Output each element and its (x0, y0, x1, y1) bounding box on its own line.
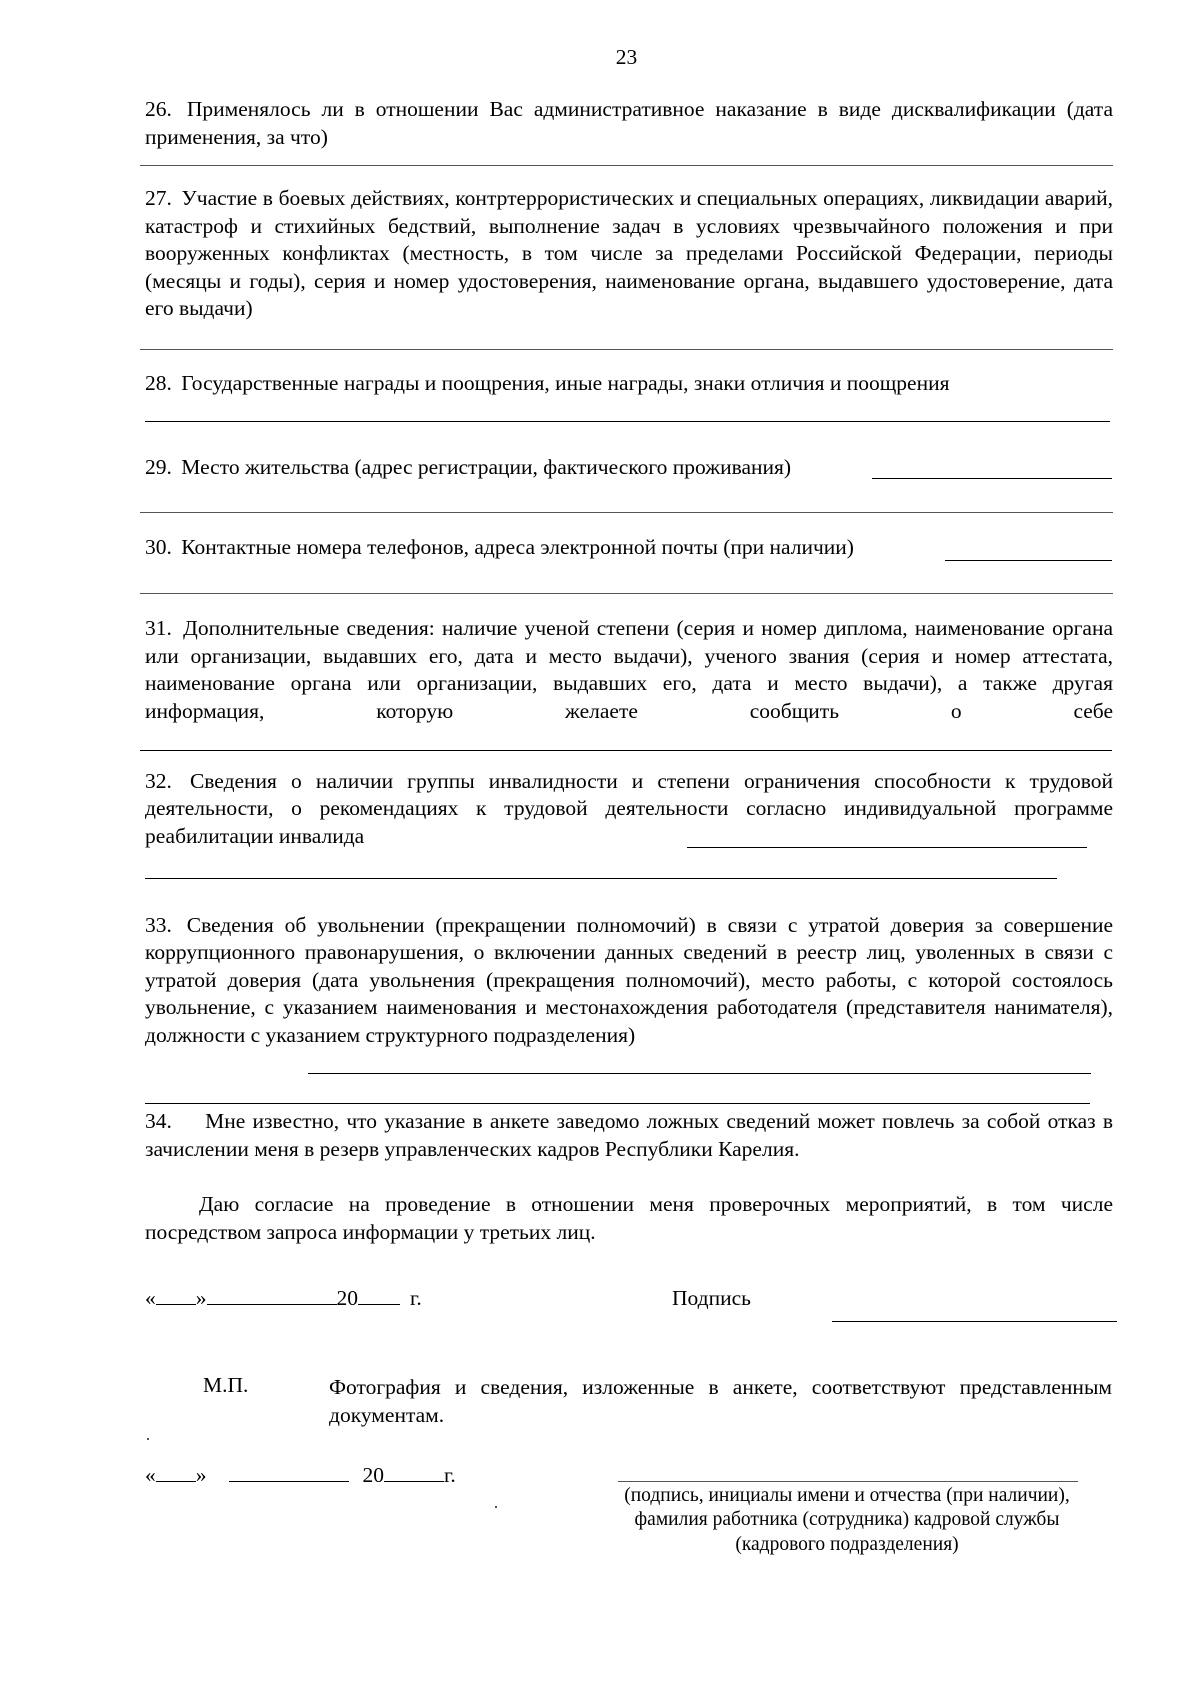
item-34-number: 34. (145, 1109, 172, 1133)
stamp-mark: М.П. (203, 1373, 249, 1397)
hr-date-quote-close: » (195, 1463, 207, 1487)
hr-signature-caption: (подпись, инициалы имени и отчества (при наличии), фамилия работника (сотрудника) кадровой службы (кадрового подразделения) (624, 1485, 1070, 1555)
date-quote-open: « (145, 1286, 156, 1310)
item-26-answer-line[interactable] (140, 165, 1113, 166)
item-30-text: Контактные номера телефонов, адреса электронной почты (при наличии) (181, 535, 854, 559)
item-26-number: 26. (145, 97, 172, 121)
item-34-consent-text: Даю согласие на проведение в отношении меня проверочных мероприятий, в том числе посредством запроса информации у третьих лиц. (145, 1192, 1113, 1244)
item-31 (145, 615, 1113, 725)
item-32-number: 32. (145, 769, 172, 793)
item-32 (145, 768, 1113, 850)
item-34 (145, 1108, 1113, 1163)
item-33-number: 33. (145, 913, 172, 937)
hr-date-quote-open: « (145, 1463, 156, 1487)
date-year-suffix: г. (410, 1286, 422, 1310)
item-30-answer-line[interactable] (140, 593, 1113, 594)
item-29-answer-line[interactable] (140, 512, 1113, 513)
item-33-inline-line[interactable] (308, 1073, 1091, 1074)
scan-artifact (147, 1438, 149, 1440)
item-26 (145, 96, 1113, 151)
item-30-inline-line[interactable] (945, 560, 1112, 561)
hr-statement: Фотография и сведения, изложенные в анкете, соответствуют представленным документам. (329, 1375, 1112, 1427)
hr-date-year-suffix: г. (444, 1463, 456, 1487)
item-30-number: 30. (145, 535, 172, 559)
item-28-text: Государственные награды и поощрения, иные награды, знаки отличия и поощрения (181, 371, 950, 395)
date-field (145, 1286, 422, 1311)
hr-signature-line[interactable] (618, 1481, 1078, 1482)
date-month-blank[interactable] (207, 1286, 337, 1305)
item-32-inline-line[interactable] (687, 847, 1087, 848)
item-26-text: Применялось ли в отношении Вас административное наказание в виде дисквалификации (дата применения, за что) (145, 97, 1113, 149)
item-31-answer-line[interactable] (140, 750, 1112, 751)
item-28-answer-line[interactable] (145, 421, 1110, 422)
item-32-answer-line[interactable] (145, 878, 1057, 879)
item-27-number: 27. (145, 186, 172, 210)
item-32-text: Сведения о наличии группы инвалидности и степени ограничения способности к трудовой деятельности, о рекомендациях к трудовой деятельности согласно индивидуальной программе реабилитации инвалида (145, 769, 1113, 848)
hr-date-day-blank[interactable] (156, 1463, 196, 1482)
date-quote-close: » (195, 1286, 207, 1310)
date-year-blank[interactable] (358, 1286, 400, 1305)
hr-date-year-prefix: 20 (362, 1463, 384, 1487)
date-year-prefix: 20 (336, 1286, 358, 1310)
signature-line[interactable] (832, 1321, 1117, 1322)
item-29-text: Место жительства (адрес регистрации, фактического проживания) (181, 455, 792, 479)
item-34-text: Мне известно, что указание в анкете заведомо ложных сведений может повлечь за собой отказ в зачислении меня в резерв управленческих кадров Республики Карелия. (145, 1109, 1114, 1161)
page-number: 23 (615, 45, 638, 69)
item-27-text: Участие в боевых действиях, контртеррористических и специальных операциях, ликвидации аварий, катастроф и стихийных бедствий, выполнение задач в условиях чрезвычайного положения и при вооруженных конфликтах (местность, в том числе за пределами Российской Федерации, периоды (месяцы и годы), серия и номер удостоверения, наименование органа, выдавшего удостоверение, дата его выдачи) (145, 186, 1114, 321)
hr-date-month-blank[interactable] (229, 1463, 349, 1482)
item-34-consent (145, 1191, 1113, 1246)
item-31-number: 31. (145, 616, 172, 640)
hr-date-year-blank[interactable] (384, 1463, 444, 1482)
item-29-number: 29. (145, 455, 172, 479)
hr-date-field (145, 1463, 456, 1488)
item-29-inline-line[interactable] (872, 478, 1112, 479)
item-33-text: Сведения об увольнении (прекращении полномочий) в связи с утратой доверия за совершение коррупционного правонарушения, о включении данных сведений в реестр лиц, уволенных в связи с утратой доверия (дата увольнения (прекращения полномочий), место работы, с которой состоялось увольнение, с указанием наименования и местонахождения работодателя (представителя нанимателя), должности с указанием структурного подразделения) (145, 913, 1113, 1047)
item-28-number: 28. (145, 371, 172, 395)
item-28 (145, 370, 1113, 398)
scan-artifact-2 (495, 1506, 497, 1508)
item-31-text: Дополнительные сведения: наличие ученой степени (серия и номер диплома, наименование органа или организации, выдавших его, дата и место выдачи), ученого звания (серия и номер аттестата, наименование органа или организации, выдавших его, дата и место выдачи), а также другая информация, которую желаете сообщить о себе (145, 616, 1114, 723)
item-27 (145, 185, 1113, 323)
date-day-blank[interactable] (156, 1286, 196, 1305)
item-29 (145, 455, 791, 480)
signature-label: Подпись (672, 1286, 751, 1310)
item-33 (145, 912, 1113, 1049)
item-33-answer-line[interactable] (145, 1103, 1090, 1104)
item-27-answer-line[interactable] (140, 349, 1113, 350)
item-30 (145, 535, 854, 560)
